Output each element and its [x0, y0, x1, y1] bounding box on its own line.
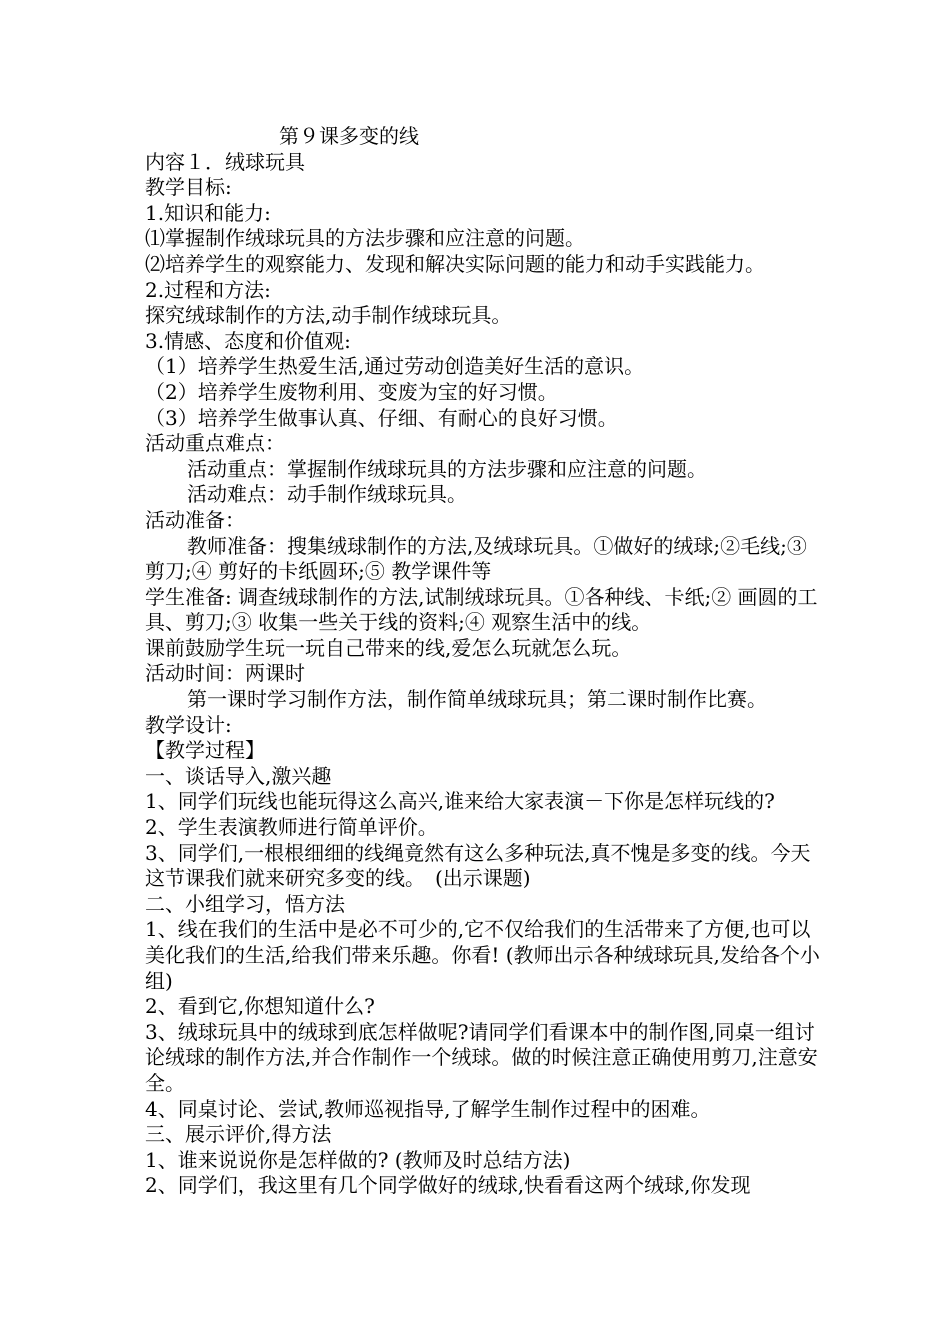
subsection-heading: 1.知识和能力:: [145, 200, 271, 225]
paragraph: 1、谁来说说你是怎样做的? (教师及时总结方法): [145, 1147, 571, 1172]
paragraph: （1）培养学生热爱生活,通过劳动创造美好生活的意识。: [145, 354, 645, 379]
paragraph: 活动重点：掌握制作绒球玩具的方法步骤和应注意的问题。: [187, 456, 707, 481]
document-title: 第９课多变的线: [279, 124, 419, 148]
subsection-heading: 3.情感、态度和价值观:: [145, 328, 351, 353]
paragraph: 1、同学们玩线也能玩得这么高兴,谁来给大家表演－下你是怎样玩线的?: [145, 789, 775, 814]
paragraph: 1、线在我们的生活中是必不可少的,它不仅给我们的生活带来了方便,也可以美化我们的生活,给我们带来乐趣。你看! (教师出示各种绒球玩具,发给各个小组): [145, 917, 820, 993]
paragraph: （2）培养学生废物利用、变废为宝的好习惯。: [145, 379, 558, 404]
paragraph: 第一课时学习制作方法，制作简单绒球玩具；第二课时制作比赛。: [187, 687, 767, 712]
content-heading: 内容１．绒球玩具: [145, 149, 305, 174]
paragraph: 课前鼓励学生玩一玩自己带来的线,爱怎么玩就怎么玩。: [145, 635, 632, 660]
paragraph: （3）培养学生做事认真、仔细、有耐心的良好习惯。: [145, 405, 618, 430]
paragraph: 2、同学们，我这里有几个同学做好的绒球,快看看这两个绒球,你发现: [145, 1173, 751, 1198]
paragraph: 2、看到它,你想知道什么?: [145, 994, 375, 1019]
paragraph: 3、同学们,一根根细细的线绳竟然有这么多种玩法,真不愧是多变的线。今天这节课我们就来研究多变的线。 (出示课题): [145, 840, 811, 891]
paragraph: 2、学生表演教师进行简单评价。: [145, 815, 438, 840]
subsection-heading: 2.过程和方法:: [145, 277, 271, 302]
step-heading: 一、谈话导入,激兴趣: [145, 763, 332, 788]
section-heading: 教学设计:: [145, 712, 232, 737]
step-heading: 三、展示评价,得方法: [145, 1122, 332, 1147]
paragraph: 教师准备：搜集绒球制作的方法,及绒球玩具。①做好的绒球;②毛线;③ 剪刀;④ 剪好的卡纸圆环;⑤ 教学课件等: [145, 533, 807, 584]
section-heading: 教学目标:: [145, 175, 232, 200]
section-heading: 活动重点难点：: [145, 431, 285, 456]
paragraph: ⑵培养学生的观察能力、发现和解决实际问题的能力和动手实践能力。: [145, 251, 765, 276]
paragraph: ⑴掌握制作绒球玩具的方法步骤和应注意的问题。: [145, 226, 585, 251]
paragraph: 学生准备: 调查绒球制作的方法,试制绒球玩具。①各种线、卡纸;② 画圆的工具、剪刀;③ 收集一些关于线的资料;④ 观察生活中的线。: [145, 584, 818, 635]
section-heading: 活动准备：: [145, 507, 245, 532]
section-heading: 活动时间：两课时: [145, 661, 305, 686]
paragraph: 3、绒球玩具中的绒球到底怎样做呢?请同学们看课本中的制作图,同桌一组讨论绒球的制作方法,并合作制作一个绒球。做的时候注意正确使用剪刀,注意安全。: [145, 1019, 818, 1095]
paragraph: 活动难点：动手制作绒球玩具。: [187, 482, 467, 507]
paragraph: 4、同桌讨论、尝试,教师巡视指导,了解学生制作过程中的困难。: [145, 1096, 711, 1121]
step-heading: 二、小组学习，悟方法: [145, 891, 345, 916]
document-body: [145, 124, 825, 1199]
section-heading: 【教学过程】: [145, 738, 265, 763]
paragraph: 探究绒球制作的方法,动手制作绒球玩具。: [145, 303, 512, 328]
